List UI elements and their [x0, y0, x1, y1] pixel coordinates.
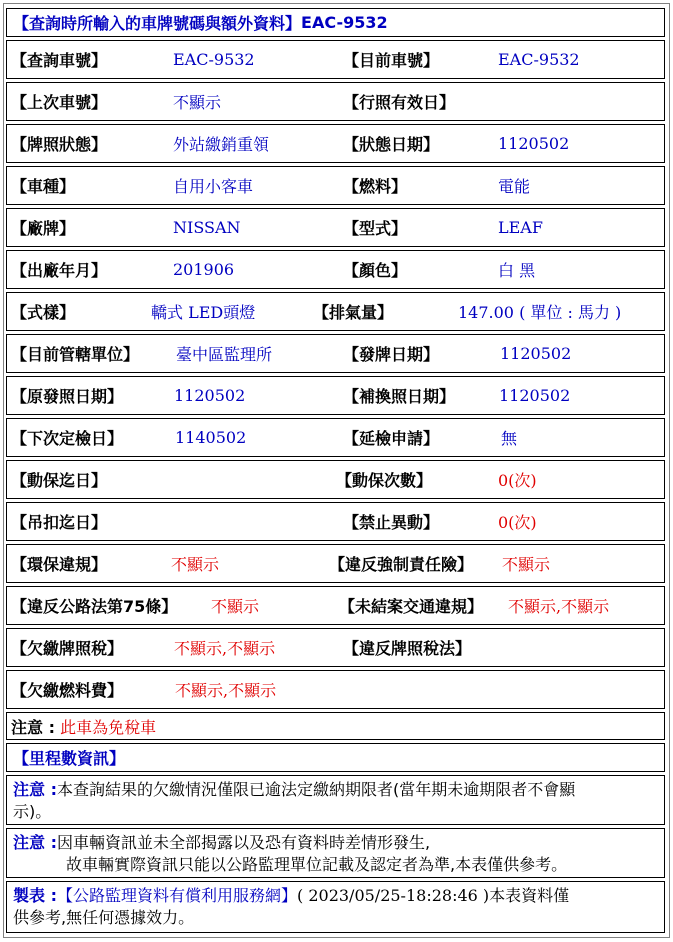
- field-value: 不顯示: [173, 93, 222, 112]
- info-row: [6, 586, 665, 625]
- info-row: [6, 460, 665, 499]
- field-label: 【目前車號】: [343, 51, 440, 70]
- info-row: [6, 250, 665, 289]
- info-row: [6, 40, 665, 79]
- info-row: [6, 502, 665, 541]
- field-value: 無: [501, 429, 518, 448]
- info-row: [6, 166, 665, 205]
- field-label: 【行照有效日】: [343, 93, 456, 112]
- field-label: 【延檢申請】: [343, 429, 440, 448]
- field-label: 【違反強制責任險】: [329, 555, 474, 574]
- note-disclaimer: [6, 828, 665, 878]
- field-value: 1140502: [175, 428, 247, 447]
- mileage-section: [6, 743, 665, 772]
- note-line-1: 本查詢結果的欠繳情況僅限已逾法定繳納期限者(當年期未逾期限者不會顯: [56, 780, 576, 799]
- field-value: 不顯示,不顯示: [174, 639, 276, 658]
- footer-line-1: 本表資料僅: [489, 886, 570, 905]
- field-label: 【禁止異動】: [343, 513, 440, 532]
- field-value: LEAF: [498, 218, 543, 237]
- field-value: EAC-9532: [498, 50, 580, 69]
- field-label: 【環保違規】: [11, 555, 108, 574]
- field-label: 【式樣】: [11, 303, 76, 322]
- header-title-text: 【查詢時所輸入的車牌號碼與額外資料】: [13, 14, 302, 33]
- field-label: 【出廠年月】: [11, 261, 108, 280]
- field-label: 【顏色】: [343, 261, 408, 280]
- footer-label: 製表 :: [13, 886, 57, 905]
- note-overdue: [6, 775, 665, 825]
- field-value: 不顯示: [502, 555, 551, 574]
- info-row: [6, 628, 665, 667]
- note-disclaimer-text: [13, 832, 658, 876]
- info-row: [6, 334, 665, 373]
- field-label: 【吊扣迄日】: [11, 513, 108, 532]
- note-line-2: 示)。: [13, 802, 52, 821]
- field-value: 臺中區監理所: [176, 345, 273, 364]
- field-label: 【排氣量】: [313, 303, 394, 322]
- field-label: 【違反牌照稅法】: [343, 639, 472, 658]
- tax-note-content: [11, 713, 156, 739]
- field-value: 電能: [498, 177, 531, 196]
- mileage-title-cell: [13, 744, 125, 771]
- report-footer: [6, 881, 665, 933]
- footer-text: [13, 885, 658, 929]
- field-label: 【動保迄日】: [11, 471, 108, 490]
- field-value: 1120502: [499, 386, 571, 405]
- field-label: 【原發照日期】: [11, 387, 124, 406]
- footer-source: 【公路監理資料有償利用服務網】: [56, 886, 297, 905]
- field-value: 147.00 ( 單位 : 馬力 ): [458, 303, 622, 322]
- field-value: 1120502: [174, 386, 246, 405]
- mileage-title: 【里程數資訊】: [13, 749, 126, 768]
- field-label: 【未結案交通違規】: [339, 597, 484, 616]
- field-label: 【欠繳牌照稅】: [11, 639, 124, 658]
- field-label: 【牌照狀態】: [11, 135, 108, 154]
- info-row: [6, 376, 665, 415]
- field-value: 1120502: [498, 134, 570, 153]
- field-label: 【車種】: [11, 177, 76, 196]
- info-row: [6, 418, 665, 457]
- field-label: 【燃料】: [343, 177, 408, 196]
- field-label: 【廠牌】: [11, 219, 76, 238]
- field-value: 外站繳銷重領: [173, 135, 270, 154]
- note-line-2: 故車輛實際資訊只能以公路監理單位記載及認定者為準,本表僅供參考。: [66, 855, 568, 874]
- field-value: 白 黑: [498, 261, 536, 280]
- info-row: [6, 670, 665, 709]
- field-value: 不顯示,不顯示: [175, 681, 277, 700]
- field-value: 0(次): [498, 471, 537, 490]
- footer-line-2: 供參考,無任何憑據效力。: [13, 908, 195, 927]
- note-line-1: 因車輛資訊並未全部揭露以及恐有資料時差情形發生,: [56, 833, 431, 852]
- info-row: [6, 124, 665, 163]
- field-label: 【目前管轄單位】: [11, 345, 140, 364]
- tax-note-label: 注意 :: [11, 717, 55, 737]
- field-value: 轎式 LED頭燈: [151, 303, 256, 322]
- tax-note-text: 此車為免稅車: [60, 717, 157, 737]
- field-value: 不顯示: [211, 597, 260, 616]
- field-label: 【型式】: [343, 219, 408, 238]
- field-label: 【上次車號】: [11, 93, 108, 112]
- info-row: [6, 208, 665, 247]
- field-label: 【欠繳燃料費】: [11, 681, 124, 700]
- field-label: 【查詢車號】: [11, 51, 108, 70]
- field-value: 不顯示: [171, 555, 220, 574]
- field-value: EAC-9532: [173, 50, 255, 69]
- field-label: 【狀態日期】: [343, 135, 440, 154]
- header-plate: EAC-9532: [301, 13, 388, 32]
- query-header-title: [13, 9, 388, 36]
- note-overdue-text: [13, 779, 658, 823]
- field-value: 自用小客車: [173, 177, 254, 196]
- info-row: [6, 292, 665, 331]
- field-label: 【下次定檢日】: [11, 429, 124, 448]
- query-header: [6, 8, 665, 37]
- footer-timestamp: ( 2023/05/25-18:28:46 ): [297, 886, 490, 905]
- field-value: NISSAN: [173, 218, 241, 237]
- field-value: 0(次): [498, 513, 537, 532]
- field-label: 【發牌日期】: [343, 345, 440, 364]
- field-value: 不顯示,不顯示: [508, 597, 610, 616]
- info-row: [6, 82, 665, 121]
- note-label: 注意 :: [13, 780, 57, 799]
- field-value: 1120502: [500, 344, 572, 363]
- field-label: 【補換照日期】: [343, 387, 456, 406]
- field-label: 【動保次數】: [336, 471, 433, 490]
- field-label: 【違反公路法第75條】: [11, 597, 178, 616]
- note-label: 注意 :: [13, 833, 57, 852]
- field-value: 201906: [173, 260, 235, 279]
- info-row: [6, 544, 665, 583]
- tax-note: [6, 712, 665, 740]
